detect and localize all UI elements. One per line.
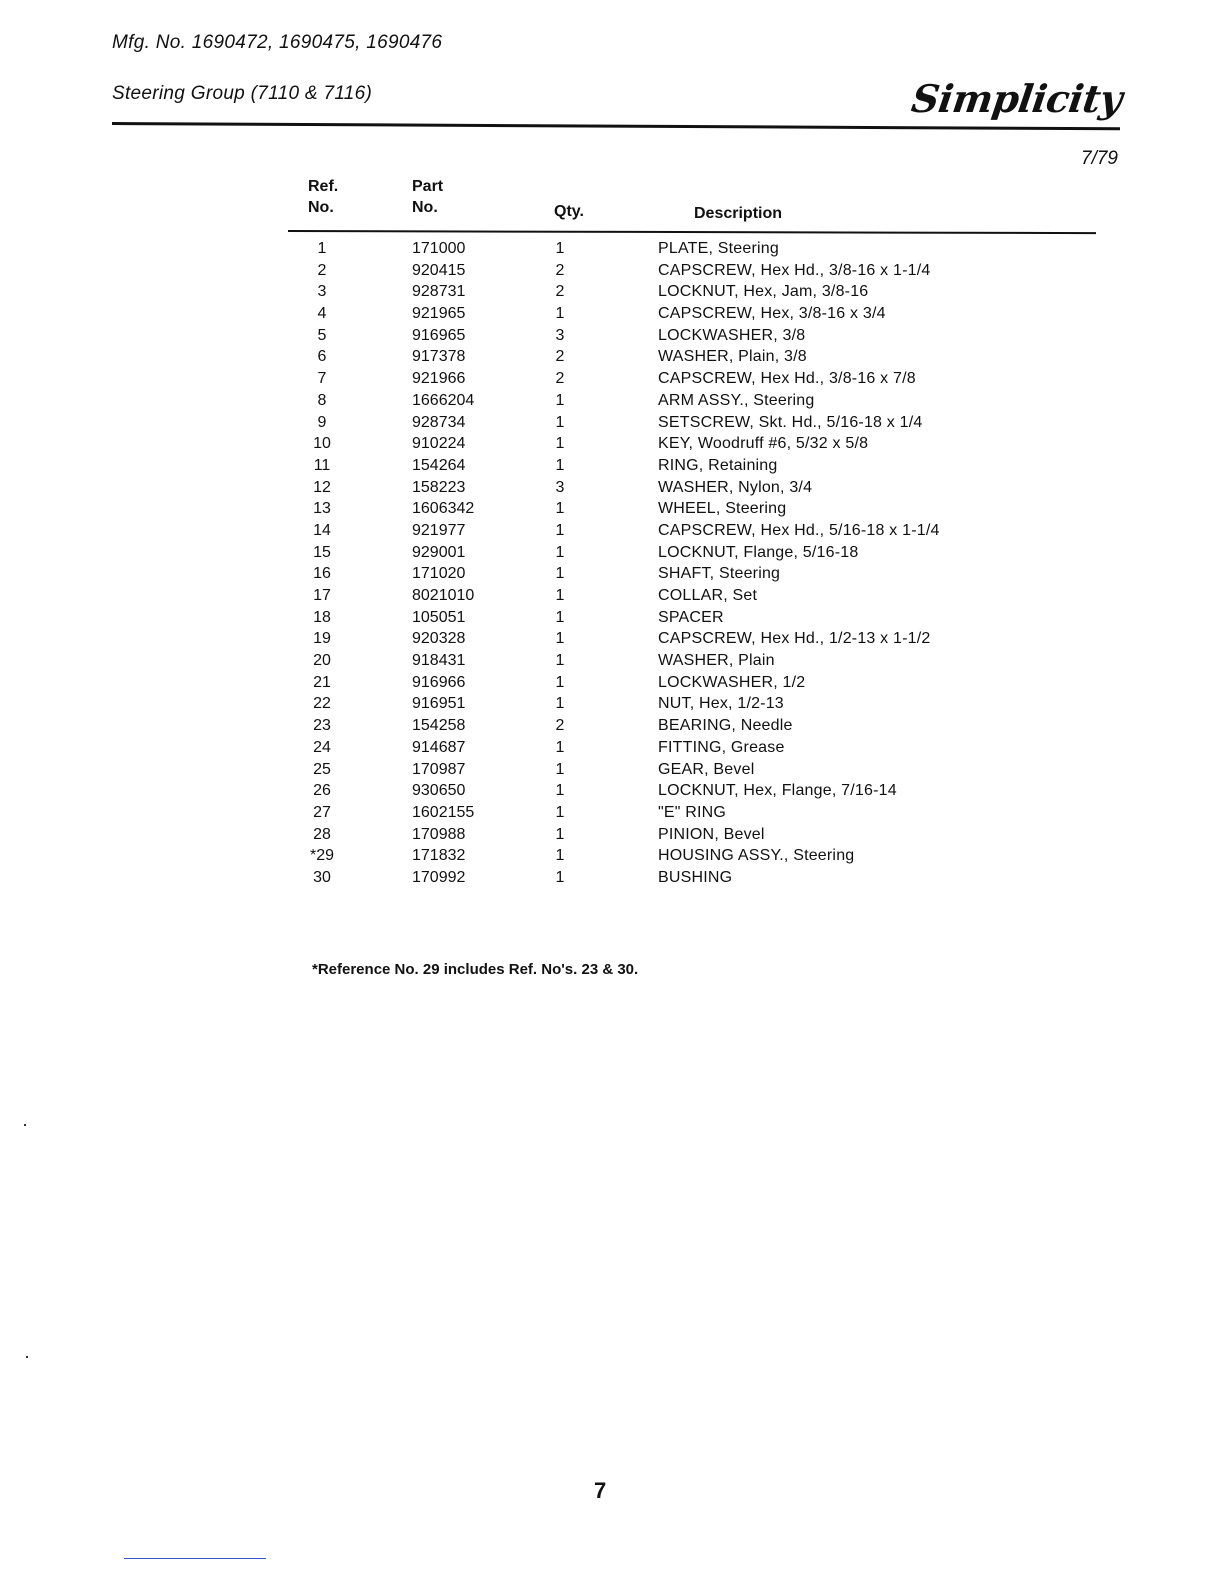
cell-description: WASHER, Nylon, 3/4 bbox=[658, 478, 813, 496]
cell-ref: 15 bbox=[313, 543, 331, 561]
cell-qty: 1 bbox=[555, 413, 565, 431]
cell-qty: 1 bbox=[555, 587, 565, 604]
table-row bbox=[288, 346, 1096, 368]
table-row bbox=[288, 477, 1096, 499]
cell-qty: 1 bbox=[555, 847, 565, 865]
table-row bbox=[288, 368, 1096, 390]
cell-ref: 22 bbox=[313, 695, 331, 713]
table-row bbox=[288, 628, 1096, 650]
cell-part-no: 1666204 bbox=[412, 391, 475, 409]
cell-part-no: 154264 bbox=[412, 456, 466, 474]
cell-description: CAPSCREW, Hex Hd., 3/8-16 x 7/8 bbox=[658, 370, 916, 388]
cell-qty: 1 bbox=[555, 543, 565, 561]
cell-ref: 14 bbox=[313, 521, 331, 539]
page-number: 7 bbox=[594, 1478, 607, 1503]
cell-qty: 1 bbox=[555, 760, 565, 778]
cell-description: SETSCREW, Skt. Hd., 5/16-18 x 1/4 bbox=[658, 413, 923, 431]
table-row bbox=[288, 585, 1096, 607]
cell-description: LOCKNUT, Flange, 5/16-18 bbox=[658, 543, 859, 561]
cell-ref: 17 bbox=[313, 587, 331, 604]
header-qty: Qty. bbox=[554, 203, 584, 220]
cell-part-no: 910224 bbox=[412, 435, 466, 453]
cell-part-no: 158223 bbox=[412, 478, 466, 496]
cell-qty: 1 bbox=[555, 240, 565, 257]
scan-speck bbox=[24, 1124, 26, 1126]
cell-ref: 2 bbox=[317, 261, 327, 279]
cell-qty: 1 bbox=[555, 782, 565, 800]
cell-qty: 2 bbox=[555, 370, 565, 388]
cell-ref: 20 bbox=[313, 652, 331, 670]
cell-qty: 1 bbox=[555, 803, 565, 821]
cell-part-no: 170988 bbox=[412, 825, 466, 843]
cell-ref: 6 bbox=[317, 348, 327, 366]
cell-description: PLATE, Steering bbox=[658, 240, 779, 257]
cell-description: HOUSING ASSY., Steering bbox=[658, 847, 855, 865]
table-row bbox=[288, 607, 1096, 629]
table-row bbox=[288, 802, 1096, 824]
cell-qty: 3 bbox=[555, 478, 565, 496]
table-row bbox=[288, 455, 1096, 477]
cell-description: CAPSCREW, Hex Hd., 1/2-13 x 1-1/2 bbox=[658, 630, 931, 648]
cell-description: WHEEL, Steering bbox=[658, 500, 787, 518]
table-row bbox=[288, 238, 1096, 260]
brand-logo: Simplicity bbox=[908, 76, 1125, 121]
header-description: Description bbox=[694, 205, 783, 222]
cell-ref: 7 bbox=[317, 370, 327, 388]
table-row bbox=[288, 715, 1096, 737]
cell-part-no: 154258 bbox=[412, 717, 466, 735]
table-row bbox=[288, 650, 1096, 672]
cell-description: WASHER, Plain, 3/8 bbox=[658, 348, 807, 366]
cell-description: COLLAR, Set bbox=[658, 587, 758, 604]
cell-qty: 1 bbox=[555, 673, 565, 691]
table-row bbox=[288, 260, 1096, 282]
mfg-numbers: Mfg. No. 1690472, 1690475, 1690476 bbox=[112, 32, 443, 53]
table-row bbox=[288, 693, 1096, 715]
cell-description: ARM ASSY., Steering bbox=[658, 391, 815, 409]
cell-part-no: 916951 bbox=[412, 695, 466, 713]
cell-qty: 1 bbox=[555, 500, 565, 518]
cell-ref: 21 bbox=[313, 673, 331, 691]
cell-ref: 16 bbox=[313, 565, 331, 583]
cell-ref: *29 bbox=[309, 847, 335, 865]
cell-qty: 2 bbox=[555, 717, 565, 735]
cell-qty: 1 bbox=[555, 435, 565, 453]
cell-qty: 2 bbox=[555, 261, 565, 279]
cell-qty: 2 bbox=[555, 348, 565, 366]
table-row bbox=[288, 824, 1096, 846]
cell-qty: 1 bbox=[555, 630, 565, 648]
cell-part-no: 171020 bbox=[412, 565, 466, 583]
cell-part-no: 917378 bbox=[412, 348, 466, 366]
cell-description: LOCKNUT, Hex, Jam, 3/8-16 bbox=[658, 283, 869, 301]
cell-ref: 18 bbox=[313, 608, 331, 626]
cell-qty: 1 bbox=[555, 652, 565, 670]
table-row bbox=[288, 390, 1096, 412]
cell-qty: 3 bbox=[555, 326, 565, 344]
cell-qty: 1 bbox=[555, 738, 565, 756]
cell-description: SPACER bbox=[658, 608, 724, 626]
cell-description: GEAR, Bevel bbox=[658, 760, 755, 778]
table-row bbox=[288, 759, 1096, 781]
cell-description: WASHER, Plain bbox=[658, 652, 775, 670]
cell-description: NUT, Hex, 1/2-13 bbox=[658, 695, 784, 713]
cell-description: RING, Retaining bbox=[658, 456, 778, 474]
cell-ref: 27 bbox=[313, 803, 331, 821]
cell-ref: 26 bbox=[313, 782, 331, 800]
cell-part-no: 921965 bbox=[412, 305, 466, 323]
cell-description: BEARING, Needle bbox=[658, 717, 793, 735]
cell-part-no: 170987 bbox=[412, 760, 466, 778]
table-body bbox=[288, 238, 1096, 889]
cell-part-no: 914687 bbox=[412, 738, 466, 756]
cell-part-no: 171000 bbox=[412, 240, 466, 257]
cell-description: LOCKNUT, Hex, Flange, 7/16-14 bbox=[658, 782, 897, 800]
cell-ref: 10 bbox=[313, 435, 331, 453]
cell-ref: 3 bbox=[317, 283, 327, 301]
cell-ref: 24 bbox=[313, 738, 331, 756]
cell-ref: 25 bbox=[313, 760, 331, 778]
cell-ref: 9 bbox=[317, 413, 327, 431]
cell-part-no: 928734 bbox=[412, 413, 466, 431]
cell-description: CAPSCREW, Hex, 3/8-16 x 3/4 bbox=[658, 305, 886, 323]
table-row bbox=[288, 520, 1096, 542]
cell-ref: 12 bbox=[313, 478, 331, 496]
table-row bbox=[288, 281, 1096, 303]
cell-description: BUSHING bbox=[658, 868, 733, 886]
header-divider bbox=[112, 122, 1120, 130]
table-row bbox=[288, 303, 1096, 325]
table-row bbox=[288, 737, 1096, 759]
cell-part-no: 916966 bbox=[412, 673, 466, 691]
cell-part-no: 929001 bbox=[412, 543, 466, 561]
parts-table bbox=[288, 170, 1096, 886]
table-row bbox=[288, 498, 1096, 520]
table-row bbox=[288, 433, 1096, 455]
cell-part-no: 171832 bbox=[412, 847, 466, 865]
cell-part-no: 930650 bbox=[412, 782, 466, 800]
table-header bbox=[288, 170, 1096, 228]
cell-qty: 1 bbox=[555, 521, 565, 539]
cell-qty: 1 bbox=[555, 565, 565, 583]
cell-description: LOCKWASHER, 3/8 bbox=[658, 326, 806, 344]
cell-part-no: 1606342 bbox=[412, 500, 475, 518]
cell-description: CAPSCREW, Hex Hd., 3/8-16 x 1-1/4 bbox=[658, 261, 931, 279]
table-row bbox=[288, 563, 1096, 585]
table-row bbox=[288, 867, 1096, 889]
cell-description: LOCKWASHER, 1/2 bbox=[658, 673, 806, 691]
table-row bbox=[288, 845, 1096, 867]
cell-qty: 1 bbox=[555, 868, 565, 886]
cell-ref: 23 bbox=[313, 717, 331, 735]
cell-part-no: 918431 bbox=[412, 652, 466, 670]
cell-part-no: 916965 bbox=[412, 326, 466, 344]
cell-ref: 19 bbox=[313, 630, 331, 648]
cell-qty: 1 bbox=[555, 695, 565, 713]
cell-part-no: 920328 bbox=[412, 630, 466, 648]
table-header-rule bbox=[288, 230, 1096, 234]
table-row bbox=[288, 780, 1096, 802]
cell-qty: 1 bbox=[555, 825, 565, 843]
cell-part-no: 921966 bbox=[412, 370, 466, 388]
table-row bbox=[288, 412, 1096, 434]
cell-ref: 13 bbox=[313, 500, 331, 518]
cell-ref: 1 bbox=[317, 240, 327, 257]
cell-qty: 1 bbox=[555, 391, 565, 409]
header-part: Part No. bbox=[412, 178, 444, 216]
revision-date: 7/79 bbox=[1081, 148, 1118, 169]
cell-ref: 11 bbox=[313, 456, 331, 474]
group-title: Steering Group (7110 & 7116) bbox=[112, 83, 373, 104]
cell-description: FITTING, Grease bbox=[658, 738, 785, 756]
table-row bbox=[288, 672, 1096, 694]
cell-qty: 1 bbox=[555, 456, 565, 474]
cell-part-no: 170992 bbox=[412, 868, 466, 886]
cell-part-no: 920415 bbox=[412, 261, 466, 279]
cell-description: CAPSCREW, Hex Hd., 5/16-18 x 1-1/4 bbox=[658, 521, 940, 539]
cell-ref: 5 bbox=[317, 326, 327, 344]
header-ref: Ref. No. bbox=[308, 178, 339, 216]
cell-part-no: 921977 bbox=[412, 521, 466, 539]
cell-ref: 8 bbox=[317, 391, 327, 409]
table-row bbox=[288, 542, 1096, 564]
cell-ref: 28 bbox=[313, 825, 331, 843]
cell-part-no: 8021010 bbox=[412, 587, 475, 604]
cell-part-no: 105051 bbox=[412, 608, 466, 626]
table-row bbox=[288, 325, 1096, 347]
cell-qty: 1 bbox=[555, 305, 565, 323]
cell-part-no: 928731 bbox=[412, 283, 466, 301]
cell-ref: 4 bbox=[317, 305, 327, 323]
bottom-divider bbox=[124, 1558, 266, 1559]
cell-description: PINION, Bevel bbox=[658, 825, 765, 843]
cell-description: KEY, Woodruff #6, 5/32 x 5/8 bbox=[658, 435, 869, 453]
footnote: *Reference No. 29 includes Ref. No's. 23 & 30. bbox=[312, 961, 639, 978]
cell-description: SHAFT, Steering bbox=[658, 565, 781, 583]
cell-description: "E" RING bbox=[658, 803, 727, 821]
cell-qty: 2 bbox=[555, 283, 565, 301]
cell-ref: 30 bbox=[313, 868, 331, 886]
cell-qty: 1 bbox=[555, 608, 565, 626]
scan-speck bbox=[26, 1356, 28, 1358]
cell-part-no: 1602155 bbox=[412, 803, 475, 821]
